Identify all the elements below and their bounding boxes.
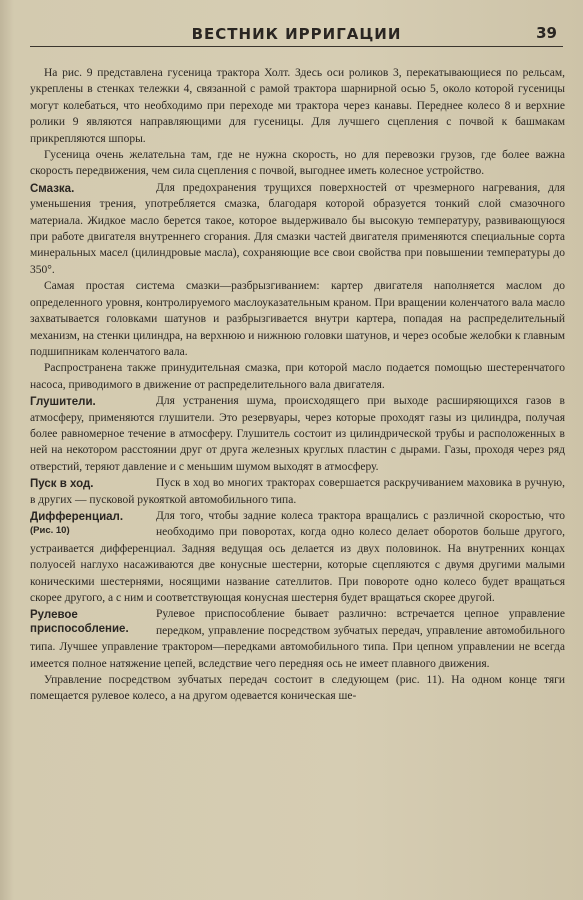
paragraph: Управление посредством зубчатых передач состоит в следующем (рис. 11). На одном конце тяги помещается рулевое колесо, а на другом одевается коническая ше-	[30, 674, 565, 703]
section-heading	[30, 182, 150, 196]
article-body	[16, 47, 565, 705]
section-text: Пуск в ход во многих тракторах совершается раскручиванием маховика в ручную, в других — пусковой рукояткой автомобильного типа.	[30, 477, 565, 506]
section-steering	[30, 606, 565, 672]
page-number: 39	[536, 24, 557, 42]
section-text: Для того, чтобы задние колеса трактора вращались с различной скоростью, что необходимо при поворотах, когда одно колесо делает оборотов больше другого, устраивается дифференциал. Задняя ведущая ось делается из двух половинок. На внутренних концах полуосей наглухо насаживаются две конусные шестерни, которые сцепляются с двумя другими малыми коническими шестернями, носящими название сателлитов. При повороте одно колесо будет вращаться скорее другого, а с ним и соответствующая конусная шестерня будет вращаться скорее другой.	[30, 509, 565, 604]
paragraph: Самая простая система смазки—разбрызгиванием: картер двигателя наполняется маслом до определенного уровня, контролируемого маслоуказательным краном. При вращении коленчатого вала масло захватывается головками шатунов и разбрызгивается внутри картера, попадая на распределительный механизм, на стенки цилиндра, на верхнюю и нижнюю головки шатунов, и через особые желобки к главным подшипникам коленчатого вала.	[30, 280, 565, 358]
section-heading	[30, 510, 150, 538]
section-starting	[30, 475, 565, 508]
section-heading	[30, 395, 150, 409]
section-heading	[30, 477, 150, 491]
page-header	[30, 0, 563, 47]
heading-text: Дифференциал.	[30, 510, 124, 523]
paragraph: На рис. 9 представлена гусеница трактора Холт. Здесь оси роликов 3, перекатывающиеся по рельсам, укреплены в стенках тележки 4, связанной с рамой трактора шарнирной осью 5, около которой гусеницы могут колебаться, что необходимо при переходе ми трактора через канавы. Переднее колесо 8 и верхние ролики 9 являются направляющими для гусеницы. Для лучшего сцепления с почвой к башмакам прикрепляются шпоры.	[30, 67, 565, 145]
paragraph: Гусеница очень желательна там, где не нужна скорость, но для перевозки грузов, где более важна скорость передвижения, чем сила сцепления с почвой, выгоднее иметь колесное устройство.	[30, 149, 565, 178]
journal-title: ВЕСТНИК ИРРИГАЦИИ	[191, 25, 402, 43]
section-mufflers	[30, 393, 565, 475]
heading-text: Смазка.	[30, 182, 75, 195]
heading-text: Пуск в ход.	[30, 478, 94, 491]
paragraph: Распространена также принудительная смазка, при которой масло подается помощью шестеренчатого насоса, приводимого в движение от распределительного вала двигателя.	[30, 362, 565, 391]
section-lubrication	[30, 180, 565, 278]
section-text: Для устранения шума, происходящего при выходе расширяющихся газов в атмосферу, применяются глушители. Это резервуары, через которые проходят газы из цилиндра, получая более равномерное течение в атмосферу. Глушитель состоит из цилиндрической трубы и расположенных в ней на некотором расстоянии друг от друга железных круглых пластин с дырами. Газы, проходя через ряд отверстий, теряют давление и с меньшим шумом выходят в атмосферу.	[30, 395, 565, 473]
heading-text: Рулевое приспособление.	[30, 609, 129, 636]
heading-text: Глушители.	[30, 396, 96, 409]
figure-reference: (Рис. 10)	[30, 524, 70, 536]
section-differential	[30, 508, 565, 606]
section-text: Для предохранения трущихся поверхностей от чрезмерного нагревания, для уменьшения трения, употребляется смазка, благодаря которой образуется тонкий слой смазочного материала. Жидкое масло берется такое, которое выдерживало бы высокую температуру, развивающуюся при работе двигателя внутреннего сгорания. Для смазки частей двигателя применяются специальные сорта минеральных масел (цилиндровые масла), сохраняющие все свои свойства при повышении температуры до 350°.	[30, 181, 565, 276]
section-heading	[30, 608, 150, 636]
section-text: Рулевое приспособление бывает различно: встречается цепное управление передком, управление посредством зубчатых передач, управление автомобильного типа. Лучшее управление трактором—передками автомобильного типа. При цепном управлении не всегда имеется полное натяжение цепей, вследствие чего передняя ось не имеет плавного движения.	[30, 608, 565, 670]
